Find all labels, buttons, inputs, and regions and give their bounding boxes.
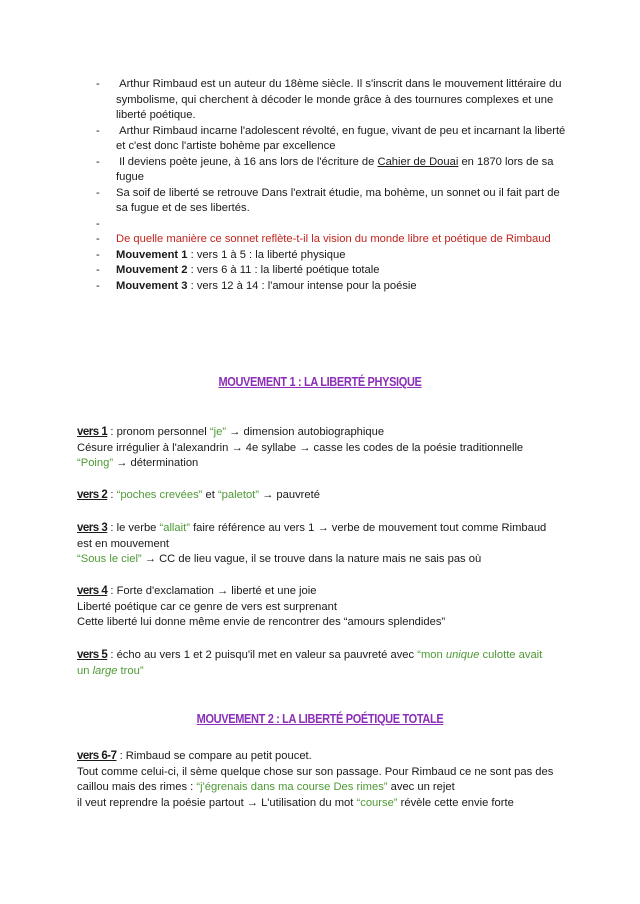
vers-5-label: vers 5 bbox=[77, 649, 108, 661]
section-2-heading: MOUVEMENT 2 : LA LIBERTÉ POÉTIQUE TOTALE bbox=[196, 712, 444, 726]
bullet-movement-3: - Mouvement 3 : vers 12 à 14 : l'amour intense pour la poésie bbox=[96, 279, 417, 292]
vers-1-block: vers 1 : pronom personnel “je” → dimension autobiographique Césure irrégulier à l'alexandrin → 4e syllabe → casse les codes de la poésie traditionnelle “Poing” → détermination bbox=[77, 426, 524, 469]
vers-2-block: vers 2 : “poches crevées” et “paletot” → pauvreté bbox=[77, 489, 320, 501]
bullet-young-poet: - Il deviens poète jeune, à 16 ans lors de l'écriture de Cahier de Douai en 1870 lors de sa fugue bbox=[96, 155, 554, 183]
bullet-author: - Arthur Rimbaud est un auteur du 18ème siècle. Il s'inscrit dans le mouvement littéraire du symbolisme, qui cherchent à décoder le monde grâce à des tournures complexes et une liberté poétique. bbox=[96, 78, 562, 121]
vers-3-label: vers 3 bbox=[77, 522, 108, 534]
vers-1-label: vers 1 bbox=[77, 426, 108, 438]
problematique: - De quelle manière ce sonnet reflète-t-il la vision du monde libre et poétique de Rimbaud bbox=[96, 233, 551, 245]
bullet-movement-2: - Mouvement 2 : vers 6 à 11 : la liberté poétique totale bbox=[96, 264, 380, 276]
vers-4-label: vers 4 bbox=[77, 585, 108, 597]
section-1-heading: MOUVEMENT 1 : LA LIBERTÉ PHYSIQUE bbox=[218, 375, 422, 389]
vers-6-7-label: vers 6-7 bbox=[77, 750, 117, 762]
bullet-empty: - bbox=[96, 217, 100, 230]
vers-6-7-block: vers 6-7 : Rimbaud se compare au petit poucet. Tout comme celui-ci, il sème quelque chose sur son passage. Pour Rimbaud ce ne sont pas des caillou mais des rimes : “j'égrenais dans ma course Des rimes” avec un rejet il veut reprendre la poésie partout → L'utilisation du mot “course” révèle cette envie forte bbox=[77, 750, 554, 809]
vers-2-label: vers 2 bbox=[77, 489, 108, 501]
bullet-adolescent: - Arthur Rimbaud incarne l'adolescent révolté, en fugue, vivant de peu et incarnant la liberté et c'est donc l'artiste bohème par excellence bbox=[96, 124, 566, 152]
vers-3-block: vers 3 : le verbe “allait” faire référence au vers 1 → verbe de mouvement tout comme Rimbaud est en mouvement “Sous le ciel” → CC de lieu vague, il se trouve dans la nature mais ne sais pas où bbox=[77, 522, 547, 565]
vers-4-block: vers 4 : Forte d'exclamation → liberté et une joie Liberté poétique car ce genre de vers est surprenant Cette liberté lui donne même envie de rencontrer des “amours splendides” bbox=[77, 585, 446, 628]
book-title: Cahier de Douai bbox=[377, 155, 459, 168]
vers-5-block: vers 5 : écho au vers 1 et 2 puisqu'il met en valeur sa pauvreté avec “mon unique culotte avait un large trou” bbox=[77, 649, 543, 677]
intro-bullet-list bbox=[88, 77, 568, 294]
bullet-movement-1: - Mouvement 1 : vers 1 à 5 : la liberté physique bbox=[96, 248, 346, 261]
bullet-thirst: - Sa soif de liberté se retrouve Dans l'extrait étudie, ma bohème, un sonnet ou il fait part de sa fugue et de ses libertés. bbox=[96, 186, 560, 214]
